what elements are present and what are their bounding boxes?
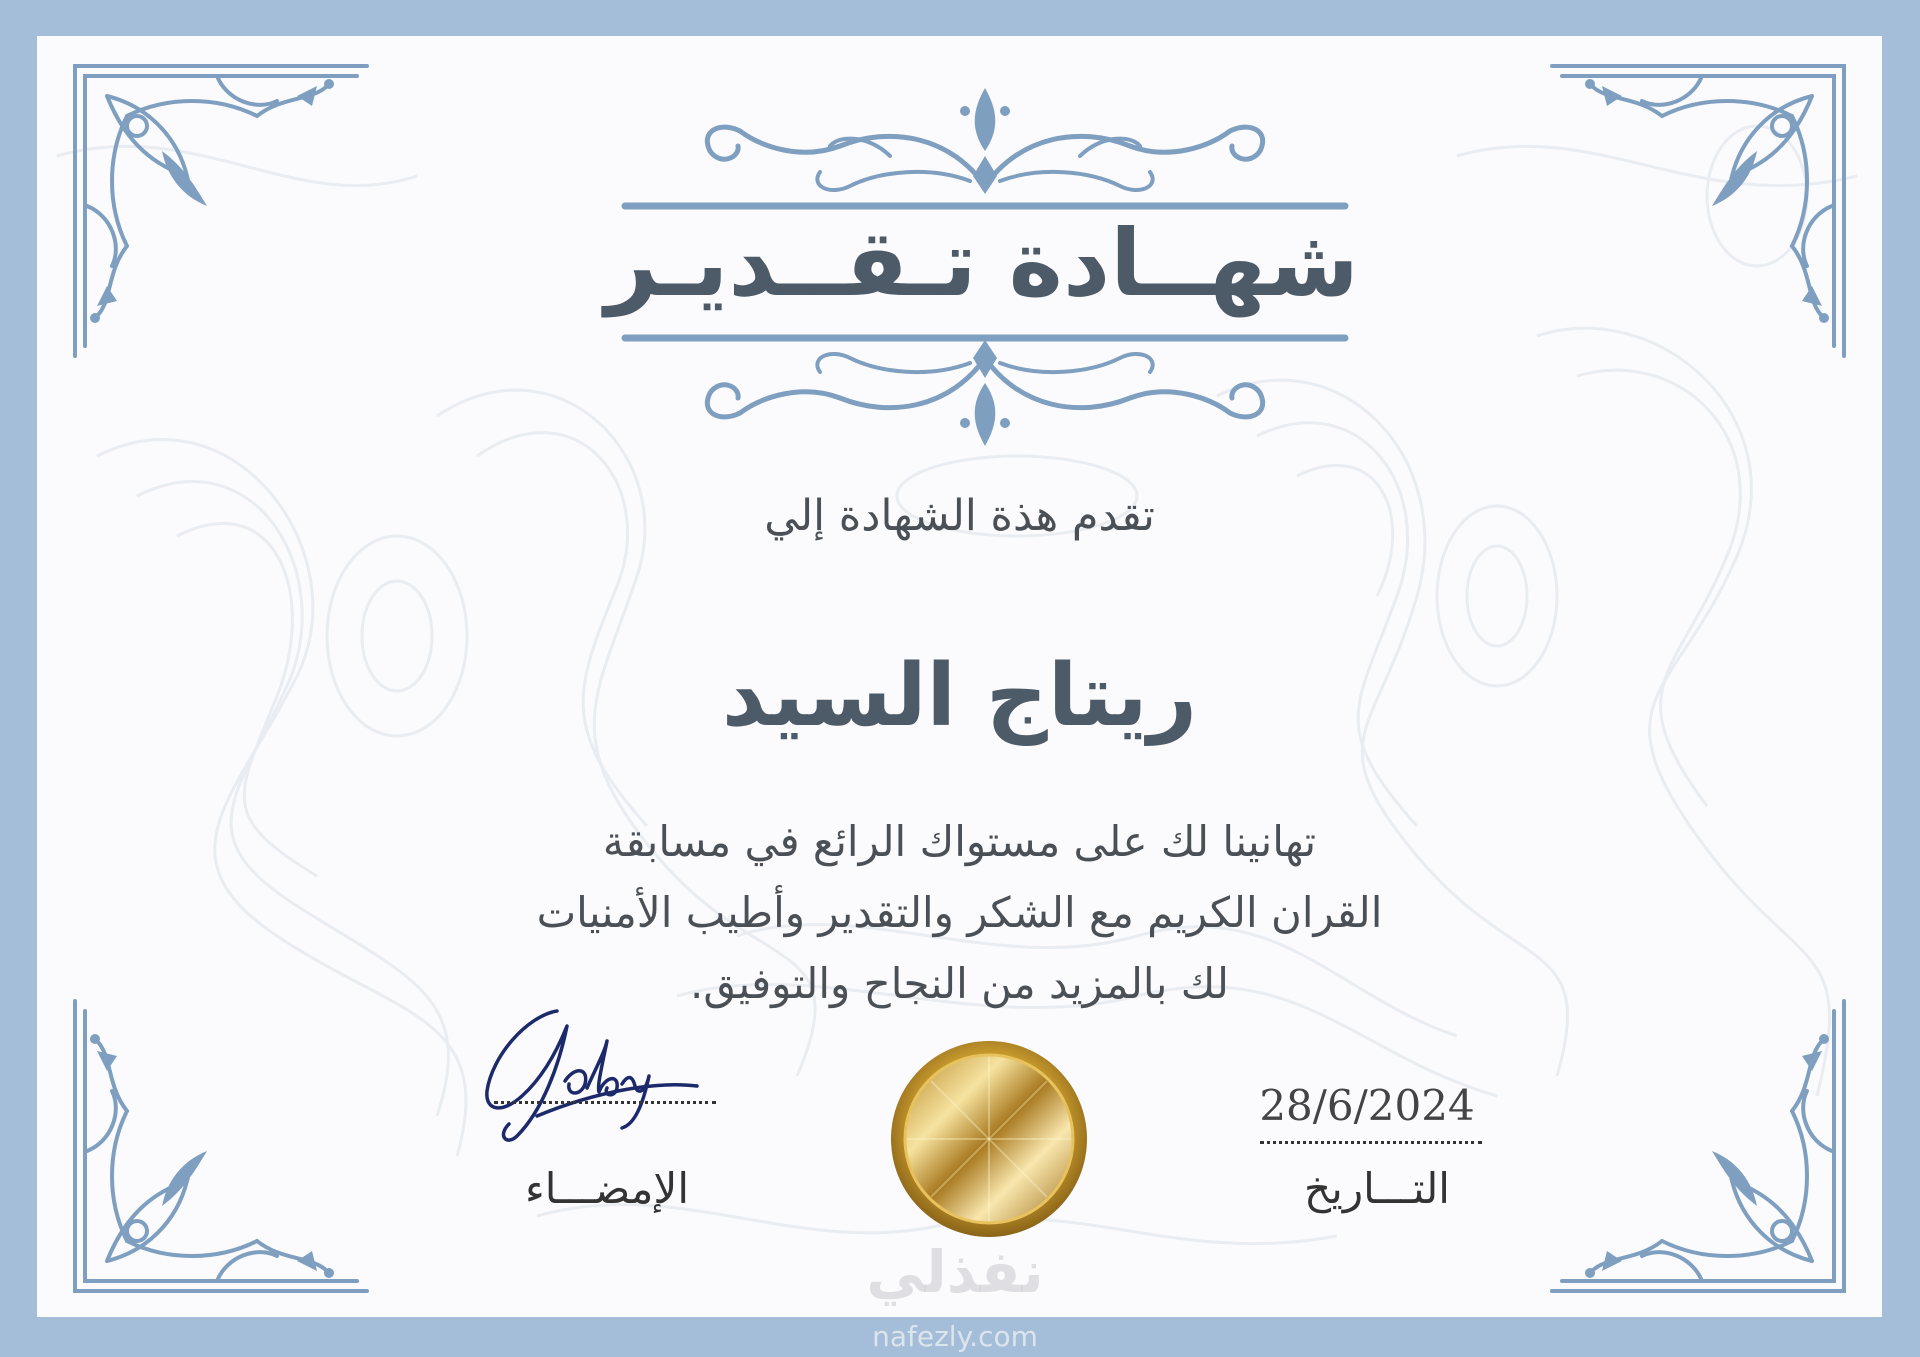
recipient-name: ريتاج السيد <box>721 646 1198 746</box>
message-line: تهانينا لك على مستواك الرائع في مسابقة <box>602 817 1317 866</box>
message-line: لك بالمزيد من النجاح والتوفيق. <box>690 959 1229 1008</box>
signature-line <box>494 1101 716 1104</box>
watermark-url: nafezly.com <box>872 1320 1038 1353</box>
certificate-date: 28/6/2024 <box>1259 1081 1475 1130</box>
date-line <box>1260 1141 1482 1144</box>
watermark-logo: نفذلي <box>866 1238 1044 1306</box>
corner-ornament-bottom-left <box>67 961 407 1301</box>
handwritten-signature <box>447 996 747 1146</box>
signature-label: الإمضـــاء <box>524 1164 689 1213</box>
message-line: القران الكريم مع الشكر والتقدير وأطيب الأمنيات <box>536 888 1383 937</box>
date-label: التـــاريخ <box>1304 1164 1450 1213</box>
congratulation-message <box>457 806 1462 1019</box>
corner-ornament-top-right <box>1512 56 1852 396</box>
corner-ornament-top-left <box>67 56 407 396</box>
certificate-sheet <box>37 36 1882 1317</box>
corner-ornament-bottom-right <box>1512 961 1852 1301</box>
certificate-title: شهــادة تـقــديـر <box>605 210 1359 317</box>
gold-seal-icon <box>889 1039 1089 1239</box>
presented-to-text: تقدم هذة الشهادة إلي <box>764 491 1155 541</box>
